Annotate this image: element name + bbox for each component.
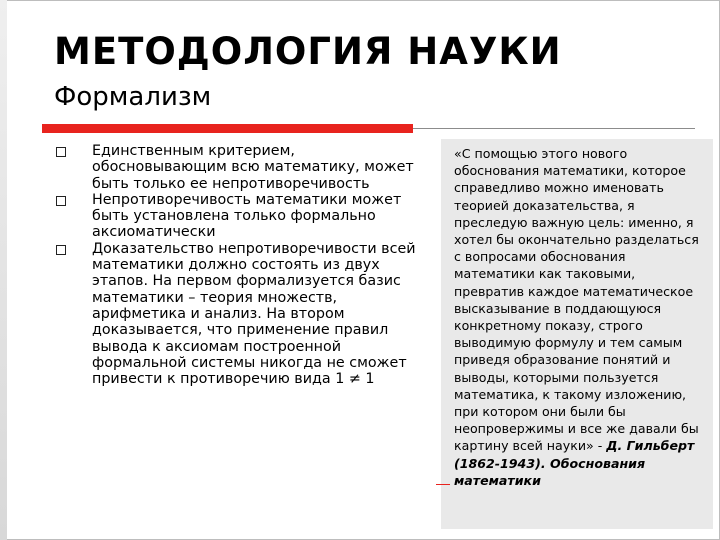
title-underline-gray [413, 128, 695, 129]
square-bullet-icon [56, 147, 66, 157]
square-bullet-icon [56, 245, 66, 255]
title-underline-red [42, 124, 413, 133]
decorative-red-tick [436, 484, 450, 485]
quote-author: Д. Гильберт (1862-1943). Обоснования математики [454, 438, 695, 488]
bullet-text: Непротиворечивость математики может быть установлена только формально аксиоматически [92, 191, 402, 241]
quote-body: «С помощью этого нового обоснования математики, которое справедливо можно именовать теорией доказательства, я преследую важную цель: именно, я хотел бы окончательно разделаться с вопросами обоснования математики как таковыми, превратив каждое математическое высказывание в поддающуюся конкретному показу, строго выводимую формулу и тем самым приведя образование понятий и выводы, которыми пользуется математика, к такому изложению, при котором они были бы неопровержимы и все же давали бы картину всей науки» - [454, 146, 699, 454]
slide-subtitle: Формализм [54, 82, 212, 112]
bullet-text: Доказательство непротиворечивости всей математики должно состоять из двух этапов. На первом формализуется базис математики – теория множеств, арифметика и анализ. На втором доказывается, что применение правил вывода к аксиомам построенной формальной системы никогда не сможет привести к противоречию вида 1 ≠ 1 [92, 240, 416, 388]
square-bullet-icon [56, 196, 66, 206]
bullet-item [54, 241, 422, 388]
bullet-item [54, 143, 422, 192]
quote-text-block [454, 145, 706, 489]
bullet-item [54, 192, 422, 241]
left-edge-stripe [0, 0, 7, 540]
slide-title: МЕТОДОЛОГИЯ НАУКИ [54, 30, 562, 73]
bullet-list [54, 143, 422, 387]
bullet-text: Единственным критерием, обосновывающим всю математику, может быть только ее непротиворечивость [92, 143, 414, 192]
